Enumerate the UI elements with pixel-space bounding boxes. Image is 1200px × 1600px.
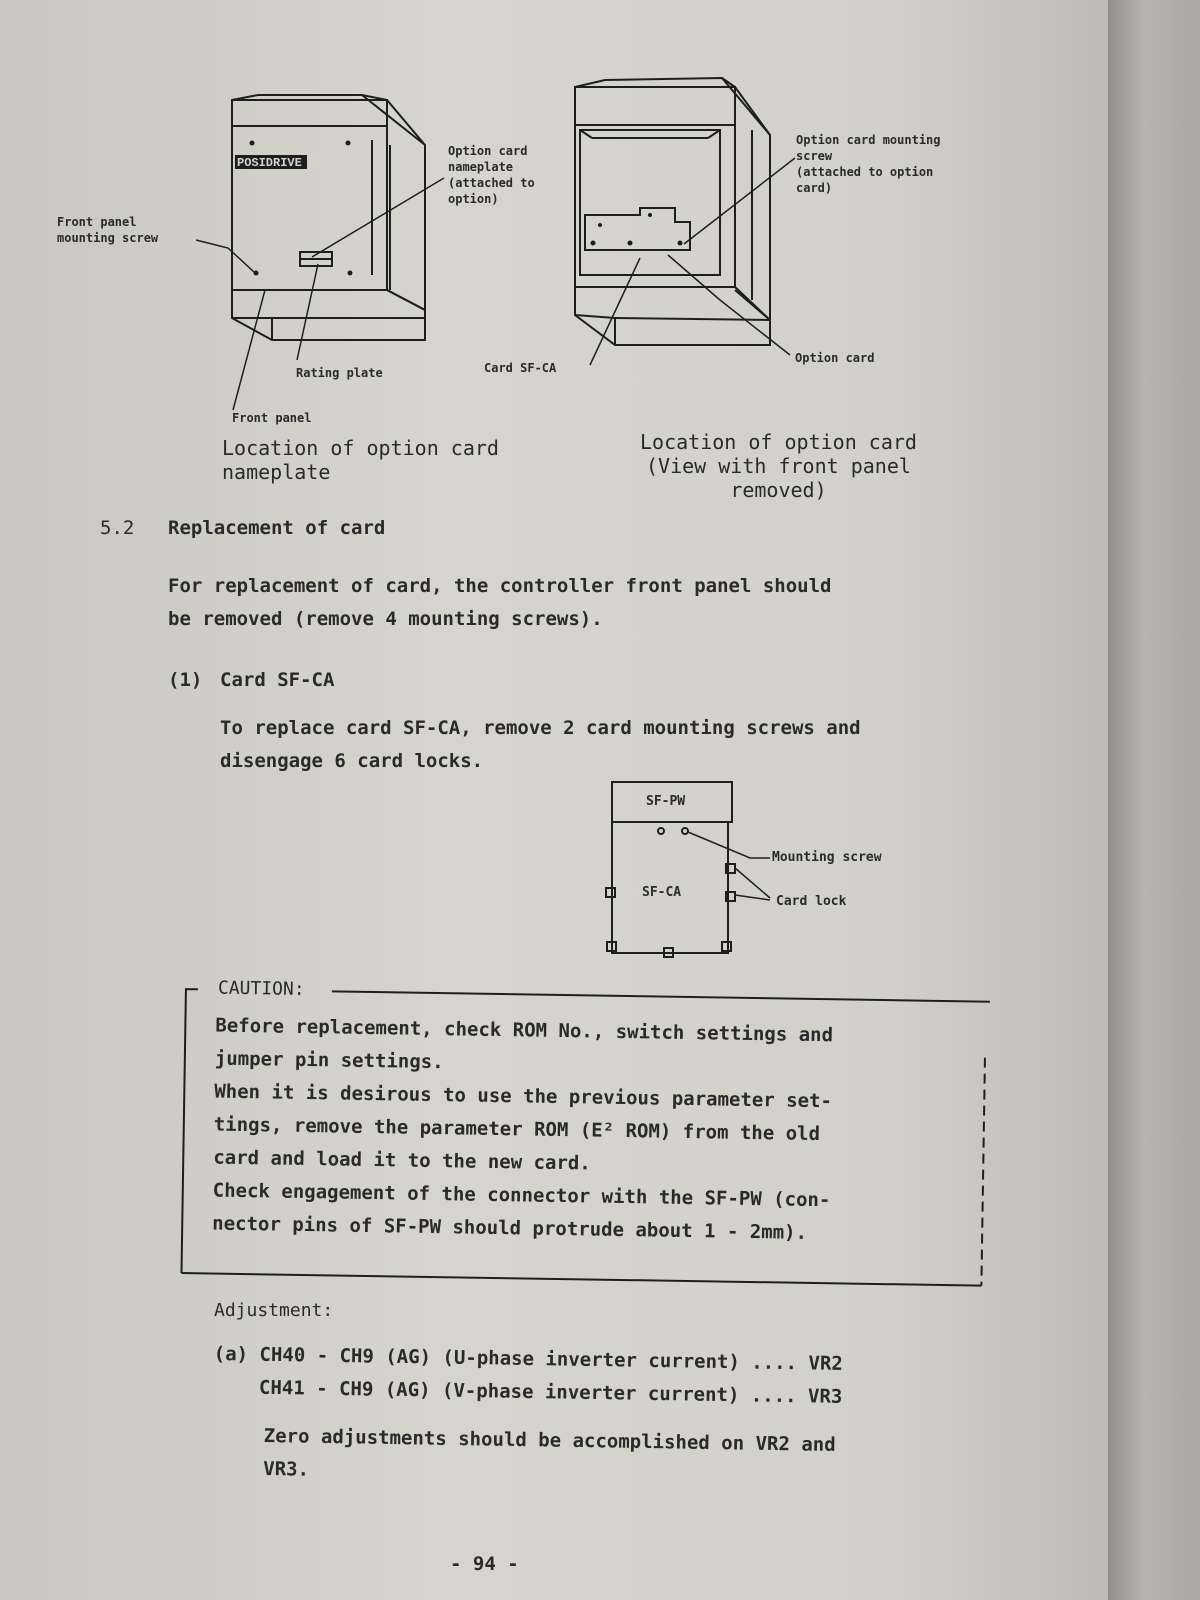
caution-title: CAUTION: xyxy=(217,977,305,1000)
section-number: 5.2 xyxy=(100,517,135,539)
adjustment-item-a: (a) CH40 - CH9 (AG) (U-phase inverter current) .... VR2 CH41 - CH9 (AG) (V-phase inverter current) .... VR3 xyxy=(213,1342,844,1408)
rating-plate-label: Rating plate xyxy=(296,366,383,380)
brand-mark: POSIDRIVE SF xyxy=(237,156,324,170)
mounting-screw-label: Mounting screw xyxy=(772,850,882,865)
caution-text: Before replacement, check ROM No., switch settings and jumper pin settings. When it is desirous to use the previous parameter set- tings, remove the parameter ROM (E² ROM) from the old card and load it to the new card. Check engagement of the connector with the SF-PW (con- nector pins of SF-PW should protrude about 1 - 2mm). xyxy=(212,1014,834,1244)
option-card-mounting-screw-label: Option card mounting screw (attached to option card) xyxy=(796,133,941,195)
front-panel-screw-label: Front panel mounting screw xyxy=(57,215,159,245)
right-figure-caption: Location of option card (View with front panel removed) xyxy=(640,430,917,502)
section-title: Replacement of card xyxy=(168,517,386,539)
page-number: - 94 - xyxy=(450,1553,519,1575)
sf-pw-label: SF-PW xyxy=(646,794,686,809)
section-intro: For replacement of card, the controller front panel should be removed (remove 4 mounting screws). xyxy=(168,575,832,630)
caution-box xyxy=(175,977,992,1298)
front-panel-label: Front panel xyxy=(232,411,312,425)
subsection-text: To replace card SF-CA, remove 2 card mounting screws and disengage 6 card locks. xyxy=(220,717,861,772)
option-card-label: Option card xyxy=(795,351,875,365)
subsection-number: (1) xyxy=(168,669,203,691)
card-lock-label: Card lock xyxy=(776,894,847,909)
adjustment-note: Zero adjustments should be accomplished on VR2 and VR3. xyxy=(263,1424,836,1481)
card-sf-ca-label: Card SF-CA xyxy=(484,361,557,375)
left-figure-caption: Location of option card nameplate xyxy=(222,436,499,484)
adjustment-title: Adjustment: xyxy=(214,1300,334,1321)
subsection-title: Card SF-CA xyxy=(220,669,335,691)
nameplate-label: Option card nameplate (attached to option) xyxy=(448,144,535,206)
sf-ca-board-label: SF-CA xyxy=(642,885,682,900)
